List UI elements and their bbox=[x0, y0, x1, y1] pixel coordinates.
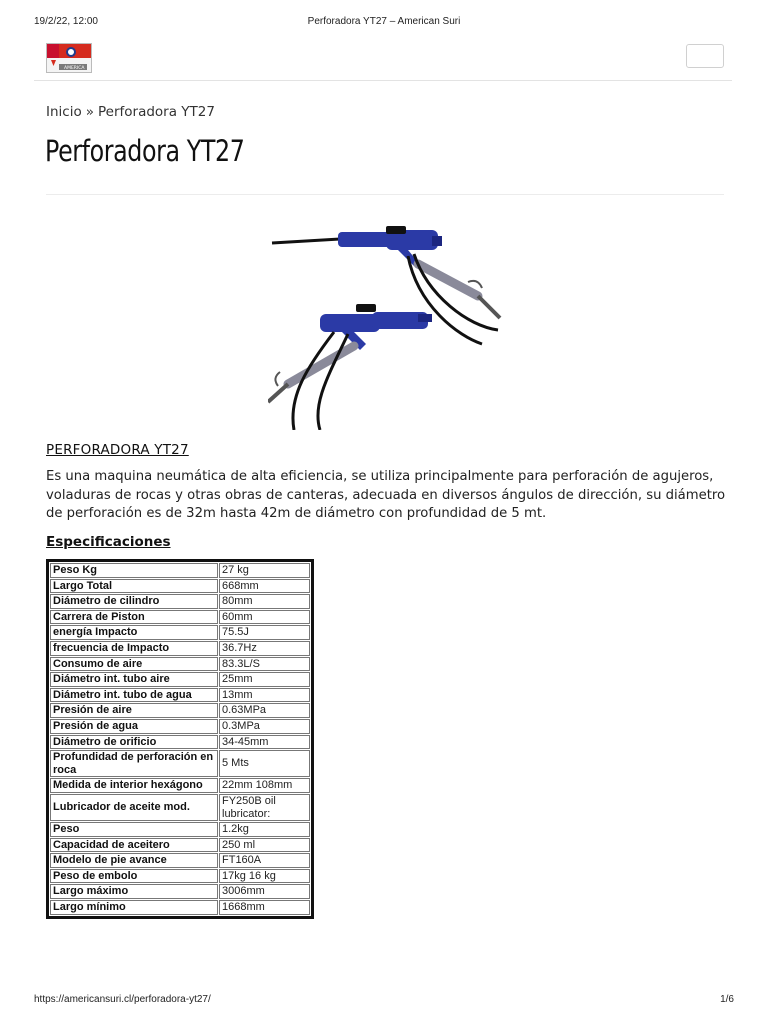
spec-label: Carrera de Piston bbox=[50, 610, 218, 625]
spec-row bbox=[50, 657, 310, 672]
logo-image bbox=[47, 44, 91, 72]
spec-value: 668mm bbox=[219, 579, 310, 594]
spec-value: 1668mm bbox=[219, 900, 310, 915]
spec-value: 34-45mm bbox=[219, 735, 310, 750]
spec-label: Diámetro int. tubo de agua bbox=[50, 688, 218, 703]
spec-value: 22mm 108mm bbox=[219, 778, 310, 793]
spec-value: 0.3MPa bbox=[219, 719, 310, 734]
lower-drill bbox=[268, 304, 432, 430]
spec-label: Peso bbox=[50, 822, 218, 837]
spec-value: 5 Mts bbox=[219, 750, 310, 777]
spec-row bbox=[50, 853, 310, 868]
spec-row bbox=[50, 822, 310, 837]
spec-row bbox=[50, 735, 310, 750]
spec-value: 83.3L/S bbox=[219, 657, 310, 672]
spec-value: 1.2kg bbox=[219, 822, 310, 837]
spec-label: Modelo de pie avance bbox=[50, 853, 218, 868]
spec-label: Largo máximo bbox=[50, 884, 218, 899]
spec-label: energía Impacto bbox=[50, 625, 218, 640]
specs-heading: Especificaciones bbox=[46, 534, 171, 550]
breadcrumb-home-link[interactable]: Inicio bbox=[46, 104, 82, 120]
page-title: Perforadora YT27 bbox=[45, 134, 245, 168]
spec-value: 27 kg bbox=[219, 563, 310, 578]
spec-row bbox=[50, 884, 310, 899]
spec-row bbox=[50, 750, 310, 777]
site-logo[interactable] bbox=[46, 43, 92, 73]
spec-value: 80mm bbox=[219, 594, 310, 609]
spec-label: Consumo de aire bbox=[50, 657, 218, 672]
print-url: https://americansuri.cl/perforadora-yt27/ bbox=[34, 994, 211, 1005]
specs-table bbox=[46, 559, 314, 919]
spec-row bbox=[50, 610, 310, 625]
section-heading: PERFORADORA YT27 bbox=[46, 442, 189, 458]
spec-label: Presión de aire bbox=[50, 703, 218, 718]
spec-row bbox=[50, 579, 310, 594]
product-image bbox=[268, 226, 504, 430]
spec-row bbox=[50, 703, 310, 718]
spec-value: 17kg 16 kg bbox=[219, 869, 310, 884]
spec-value: 75.5J bbox=[219, 625, 310, 640]
title-divider bbox=[46, 194, 724, 195]
print-datetime: 19/2/22, 12:00 bbox=[34, 16, 98, 27]
spec-label: Medida de interior hexágono bbox=[50, 778, 218, 793]
spec-row bbox=[50, 594, 310, 609]
spec-row bbox=[50, 641, 310, 656]
spec-row bbox=[50, 794, 310, 821]
spec-label: Peso de embolo bbox=[50, 869, 218, 884]
spec-label: frecuencia de Impacto bbox=[50, 641, 218, 656]
spec-value: 25mm bbox=[219, 672, 310, 687]
spec-label: Capacidad de aceitero bbox=[50, 838, 218, 853]
product-description: Es una maquina neumática de alta eficiencia, se utiliza principalmente para perforación de agujeros, voladuras de rocas y otras obras de canteras, adecuada en diversos ángulos de dirección, su diámetro de perforación es de 32m hasta 42m de diámetro con profundidad de 5 mt. bbox=[46, 469, 726, 521]
print-header bbox=[0, 16, 768, 30]
spec-row bbox=[50, 838, 310, 853]
breadcrumb-separator: » bbox=[85, 104, 94, 120]
spec-row bbox=[50, 869, 310, 884]
menu-toggle-button[interactable] bbox=[686, 44, 724, 68]
spec-label: Peso Kg bbox=[50, 563, 218, 578]
breadcrumb bbox=[46, 104, 215, 120]
specs-table-body bbox=[50, 563, 310, 915]
spec-label: Diámetro de cilindro bbox=[50, 594, 218, 609]
print-footer bbox=[0, 994, 768, 1008]
spec-row bbox=[50, 719, 310, 734]
spec-label: Diámetro de orificio bbox=[50, 735, 218, 750]
breadcrumb-current: Perforadora YT27 bbox=[98, 104, 215, 120]
spec-row bbox=[50, 672, 310, 687]
spec-value: 250 ml bbox=[219, 838, 310, 853]
print-page-title: Perforadora YT27 – American Suri bbox=[307, 16, 461, 27]
logo-text: AMERICA bbox=[64, 66, 85, 71]
spec-value: FT160A bbox=[219, 853, 310, 868]
spec-row bbox=[50, 778, 310, 793]
spec-value: 13mm bbox=[219, 688, 310, 703]
spec-value: FY250B oil lubricator: bbox=[219, 794, 310, 821]
spec-value: 36.7Hz bbox=[219, 641, 310, 656]
spec-row bbox=[50, 625, 310, 640]
spec-row bbox=[50, 900, 310, 915]
spec-value: 60mm bbox=[219, 610, 310, 625]
spec-value: 3006mm bbox=[219, 884, 310, 899]
spec-label: Lubricador de aceite mod. bbox=[50, 794, 218, 821]
site-header bbox=[34, 40, 732, 81]
spec-label: Largo mínimo bbox=[50, 900, 218, 915]
print-page-number: 1/6 bbox=[720, 994, 734, 1005]
spec-value: 0.63MPa bbox=[219, 703, 310, 718]
spec-label: Diámetro int. tubo aire bbox=[50, 672, 218, 687]
spec-row bbox=[50, 563, 310, 578]
spec-row bbox=[50, 688, 310, 703]
spec-label: Largo Total bbox=[50, 579, 218, 594]
spec-label: Presión de agua bbox=[50, 719, 218, 734]
spec-label: Profundidad de perforación en roca bbox=[50, 750, 218, 777]
